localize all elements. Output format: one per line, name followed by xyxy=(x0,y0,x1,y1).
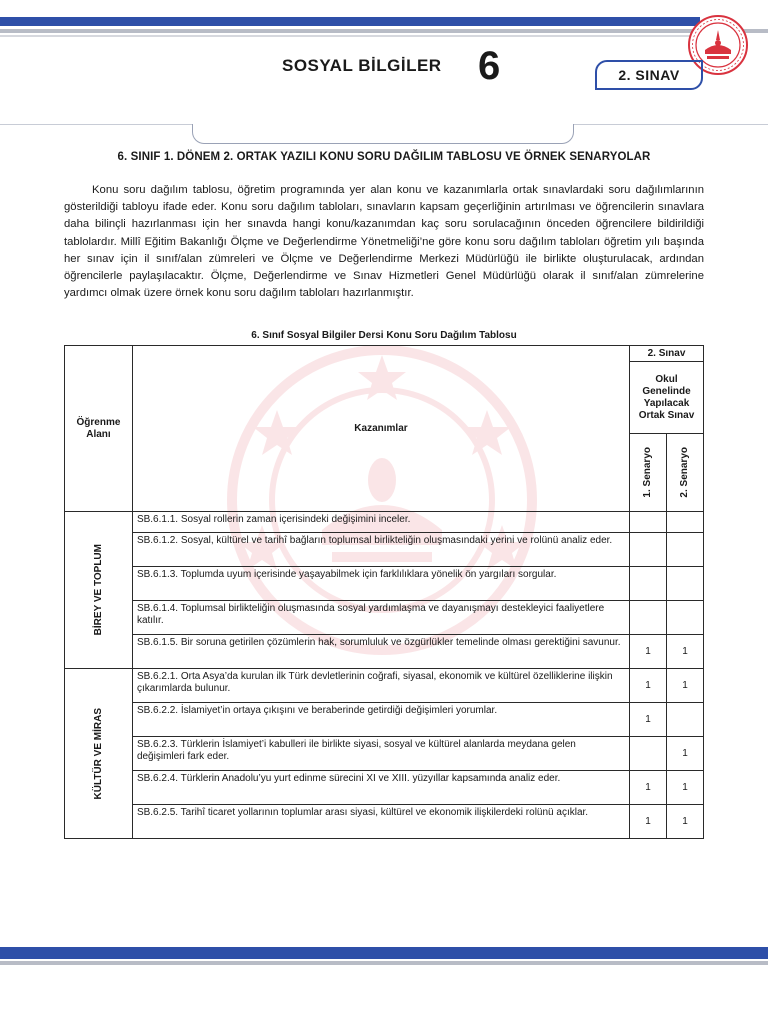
scenario-1-count-cell xyxy=(630,533,667,567)
header-scenario-1: 1. Senaryo xyxy=(630,434,667,512)
bottom-blue-stripe xyxy=(0,947,768,959)
kazanim-cell: SB.6.1.5. Bir soruna getirilen çözümlerin hak, sorumluluk ve özgürlükler temelinde olması gerektiğini savunur. xyxy=(132,635,629,669)
kazanim-cell: SB.6.1.4. Toplumsal birlikteliğin oluşmasında sosyal yardımlaşma ve dayanışmayı destekleyici faaliyetlere katılır. xyxy=(132,601,629,635)
scenario-1-count-cell: 1 xyxy=(630,703,667,737)
header-exam: 2. Sınav xyxy=(630,346,704,362)
top-gray-stripe-thin xyxy=(0,35,690,37)
kazanim-cell: SB.6.1.2. Sosyal, kültürel ve tarihî bağların toplumsal birlikteliğin oluşmasındaki yerini ve rolünü analiz eder. xyxy=(132,533,629,567)
scenario-1-count-cell: 1 xyxy=(630,635,667,669)
scenario-2-count-cell: 1 xyxy=(666,771,703,805)
exam-badge-label: 2. SINAV xyxy=(618,67,680,83)
distribution-table xyxy=(64,345,704,839)
table-row xyxy=(65,601,704,635)
top-gray-stripe xyxy=(0,29,768,33)
table-row xyxy=(65,669,704,703)
scenario-1-count-cell: 1 xyxy=(630,771,667,805)
kazanim-cell: SB.6.1.3. Toplumda uyum içerisinde yaşayabilmek için farklılıklara yönelik ön yargıları sorgular. xyxy=(132,567,629,601)
table-row xyxy=(65,533,704,567)
learning-area-label: BİREY VE TOPLUM xyxy=(92,544,104,636)
kazanim-cell: SB.6.2.5. Tarihî ticaret yollarının toplumlar arası siyasi, kültürel ve ekonomik ilişkilerdeki rolünü açıklar. xyxy=(132,805,629,839)
header-learning-area: Öğrenme Alanı xyxy=(65,346,133,512)
kazanim-cell: SB.6.1.1. Sosyal rollerin zaman içerisindeki değişimini inceler. xyxy=(132,512,629,533)
kazanim-cell: SB.6.2.3. Türklerin İslamiyet’i kabulleri ile birlikte siyasi, sosyal ve kültürel alanlarda meydana gelen değişimleri fark eder. xyxy=(132,737,629,771)
scenario-1-count-cell xyxy=(630,601,667,635)
table-row xyxy=(65,703,704,737)
scenario-1-count-cell: 1 xyxy=(630,669,667,703)
learning-area-label: KÜLTÜR VE MİRAS xyxy=(92,707,104,800)
exam-badge xyxy=(595,60,703,90)
scenario-2-count-cell: 1 xyxy=(666,669,703,703)
kazanim-cell: SB.6.2.1. Orta Asya’da kurulan ilk Türk devletlerinin coğrafi, siyasal, ekonomik ve kültürel özelliklerine ilişkin çıkarımlarda bulunur. xyxy=(132,669,629,703)
header-kazanimlar: Kazanımlar xyxy=(132,346,629,512)
scenario-1-count-cell: 1 xyxy=(630,805,667,839)
table-row xyxy=(65,635,704,669)
table-caption: 6. Sınıf Sosyal Bilgiler Dersi Konu Soru Dağılım Tablosu xyxy=(251,330,517,341)
table-row xyxy=(65,737,704,771)
scenario-2-count-cell: 1 xyxy=(666,635,703,669)
top-blue-stripe xyxy=(0,17,700,26)
scenario-2-count-cell xyxy=(666,703,703,737)
intro-paragraph: Konu soru dağılım tablosu, öğretim programında yer alan konu ve kazanımlarla ortak sınavlardaki soru dağılımlarının gösterildiği tabloyu ifade eder. Konu soru dağılım tabloları, sınavların kapsam geçerliğinin artırılması ve öğrencilerin sınavlara daha bilinçli hazırlanması için her sınavda hangi konu/kazanımdan kaç soru sorulacağının önceden öğrencilere bildirildiği tablolardır. Millî Eğitim Bakanlığı Ölçme ve Değerlendirme Yönetmeliği’ne göre konu soru dağılım tabloları öğretim yılı başında her sınav için il sınıf/alan zümreleri ve Ölçme ve Değerlendirme Merkezi Müdürlüğü ile birlikte oluşturulacak, ardından öğrencilerle paylaşılacaktır. Ölçme, Değerlendirme ve Sınav Hizmetleri Genel Müdürlüğü olarak il sınıf/alan zümrelerine yardımcı olmak üzere örnek konu soru dağılım tabloları hazırlanmıştır. xyxy=(64,184,704,300)
scenario-1-count-cell xyxy=(630,737,667,771)
scenario-2-count-cell xyxy=(666,533,703,567)
header-scenario-2: 2. Senaryo xyxy=(666,434,703,512)
scenario-1-count-cell xyxy=(630,567,667,601)
learning-area-cell xyxy=(65,512,133,669)
kazanim-cell: SB.6.2.2. İslamiyet’in ortaya çıkışını ve beraberinde getirdiği değişimleri yorumlar. xyxy=(132,703,629,737)
table-row xyxy=(65,567,704,601)
scenario-1-count-cell xyxy=(630,512,667,533)
header-exam-sub: Okul Genelinde Yapılacak Ortak Sınav xyxy=(630,362,704,434)
table-row xyxy=(65,512,704,533)
bottom-gray-stripe xyxy=(0,961,768,965)
scenario-2-count-cell: 1 xyxy=(666,737,703,771)
kazanim-cell: SB.6.2.4. Türklerin Anadolu’yu yurt edinme sürecini XI ve XIII. yüzyıllar kapsamında analiz eder. xyxy=(132,771,629,805)
scenario-2-count-cell xyxy=(666,512,703,533)
subject-title: SOSYAL BİLGİLER xyxy=(282,56,442,75)
scenario-2-count-cell xyxy=(666,601,703,635)
table-row xyxy=(65,805,704,839)
document-heading: 6. SINIF 1. DÖNEM 2. ORTAK YAZILI KONU SORU DAĞILIM TABLOSU VE ÖRNEK SENARYOLAR xyxy=(117,151,651,163)
grade-number: 6 xyxy=(478,44,501,88)
header-notch xyxy=(192,124,574,144)
scenario-2-count-cell: 1 xyxy=(666,805,703,839)
learning-area-cell xyxy=(65,669,133,839)
table-row xyxy=(65,771,704,805)
scenario-2-count-cell xyxy=(666,567,703,601)
